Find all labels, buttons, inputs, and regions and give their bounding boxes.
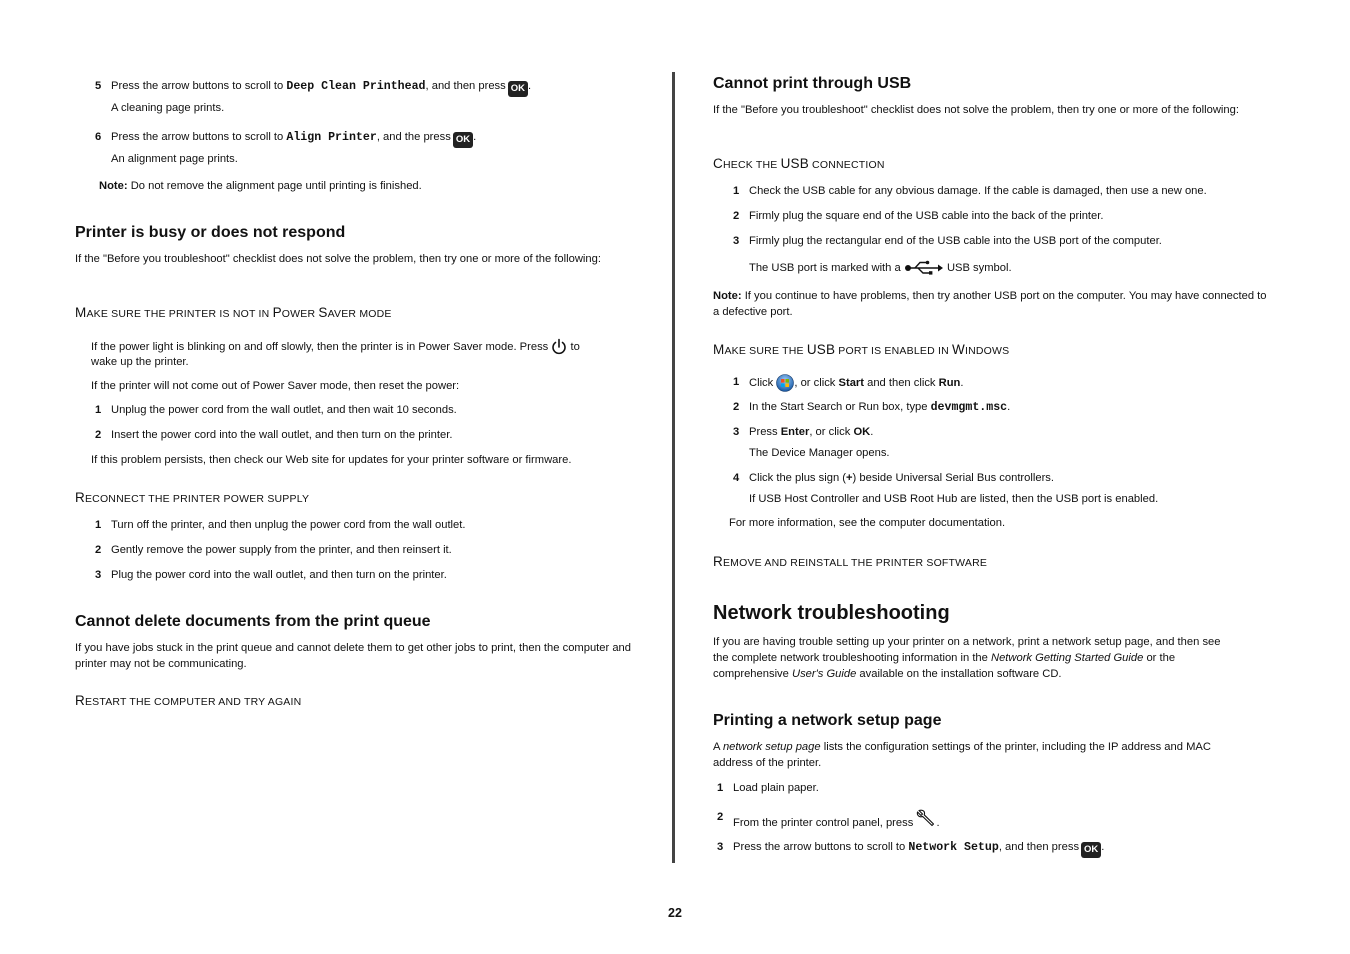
heading-small: ECONNECT THE PRINTER POWER SUPPLY — [84, 493, 310, 505]
subsection-heading — [75, 693, 301, 710]
guide-title: User's Guide — [791, 668, 857, 680]
heading-small: HECK THE — [722, 159, 781, 171]
section-title: Printer is busy or does not respond — [75, 224, 346, 241]
wrench-icon — [916, 817, 936, 829]
section-title: Printing a network setup page — [713, 712, 942, 729]
note — [99, 178, 422, 194]
step-text-pre: In the Start Search or Run box, type — [749, 401, 931, 413]
step-text — [733, 809, 940, 831]
step-text-post: , and then press — [998, 841, 1080, 853]
step-text-pre: Click the plus sign ( — [749, 472, 846, 484]
paragraph-text: lists the configuration settings of the printer, including the IP address and MAC — [820, 741, 1211, 753]
chapter-title: Network troubleshooting — [713, 602, 950, 624]
step-text-end: . — [1101, 841, 1105, 853]
step-text-post: ) beside Universal Serial Bus controllers. — [852, 472, 1055, 484]
step-text: Check the USB cable for any obvious damage. If the cable is damaged, then use a new one. — [749, 185, 1207, 197]
guide-title: Network Getting Started Guide — [990, 652, 1144, 664]
step-text-end: . — [960, 376, 964, 389]
step-text-pre: Press the arrow buttons to scroll to — [111, 131, 287, 143]
windows-start-icon — [776, 377, 794, 389]
heading-cap: USB — [780, 156, 809, 171]
step-number: 3 — [733, 426, 740, 438]
ui-term: + — [846, 472, 853, 484]
menu-code: Network Setup — [908, 841, 999, 854]
step-text-pre: Press — [749, 426, 781, 438]
section-title: Cannot print through USB — [713, 75, 912, 92]
step-number: 3 — [733, 235, 740, 247]
step-text: Unplug the power cord from the wall outlet, and then wait 10 seconds. — [111, 404, 457, 416]
step-text — [111, 129, 476, 148]
step-number: 3 — [717, 841, 724, 853]
step-text: Firmly plug the square end of the USB cable into the back of the printer. — [749, 210, 1104, 222]
step-number: 2 — [733, 210, 740, 222]
subsection-heading — [75, 305, 392, 322]
step-number: 4 — [733, 472, 740, 484]
step-text: Load plain paper. — [733, 782, 819, 794]
paragraph: For more information, see the computer documentation. — [729, 517, 1006, 529]
ok-button-icon: OK — [1081, 842, 1101, 858]
step-text-end: . — [870, 426, 874, 438]
paragraph-text: comprehensive — [713, 668, 792, 680]
step-number: 3 — [95, 569, 102, 581]
step-text-end: . — [528, 80, 532, 92]
command-code: devmgmt.msc — [930, 401, 1008, 414]
step-text-end: . — [1007, 401, 1011, 413]
step-text-post: , and the press — [376, 131, 451, 143]
heading-small: EMOVE AND REINSTALL THE PRINTER SOFTWARE — [722, 557, 988, 569]
step-text-pre: From the printer control panel, press — [733, 817, 914, 829]
step-number: 6 — [95, 131, 102, 143]
step-text — [111, 78, 531, 97]
heading-small: ESTART THE COMPUTER AND TRY AGAIN — [84, 696, 302, 708]
heading-cap: R — [713, 554, 723, 569]
heading-cap: P — [272, 305, 282, 320]
step-number: 1 — [717, 782, 724, 794]
note-label: Note: — [99, 180, 128, 192]
paragraph: If the printer will not come out of Power Saver mode, then reset the power: — [91, 380, 460, 392]
step-number: 2 — [95, 429, 102, 441]
heading-cap: S — [318, 305, 328, 320]
heading-cap: R — [75, 693, 85, 708]
power-icon — [551, 341, 567, 353]
note-text: Do not remove the alignment page until printing is finished. — [127, 180, 422, 192]
ui-term: Start — [838, 376, 864, 389]
paragraph-text: A — [713, 741, 723, 753]
note — [713, 288, 1273, 320]
paragraph-cont — [713, 650, 1175, 666]
column-divider — [672, 72, 675, 863]
step-text-pre: Click — [749, 376, 774, 389]
step-number: 1 — [95, 404, 102, 416]
step-text-mid: , or click — [794, 376, 839, 389]
step-number: 1 — [95, 519, 102, 531]
paragraph-text: If the power light is blinking on and off slowly, then the printer is in Power Saver mode. Press — [91, 340, 549, 353]
ui-term: Run — [938, 376, 961, 389]
step-text-mid: and then click — [864, 376, 939, 389]
step-text-end: . — [936, 817, 940, 829]
paragraph-text: or the — [1143, 652, 1176, 664]
menu-code: Align Printer — [286, 131, 377, 144]
heading-small: AVER MODE — [327, 308, 392, 320]
heading-small: AKE SURE THE — [724, 345, 807, 357]
step-number: 5 — [95, 80, 102, 92]
section-intro: If the "Before you troubleshoot" checklist does not solve the problem, then try one or more of the following: — [713, 104, 1239, 116]
heading-small: AKE SURE THE PRINTER IS NOT IN — [86, 308, 273, 320]
menu-code: Deep Clean Printhead — [286, 80, 426, 93]
heading-cap: USB — [806, 342, 836, 357]
section-intro: If you have jobs stuck in the print queue and cannot delete them to get other jobs to print, then the computer and printer may not be communicating. — [75, 642, 632, 670]
step-number: 2 — [717, 811, 724, 823]
heading-cap: W — [952, 342, 965, 357]
paragraph-text: the complete network troubleshooting information in the — [713, 652, 991, 664]
step-number: 1 — [733, 376, 740, 388]
paragraph-cont: address of the printer. — [713, 757, 822, 769]
heading-cap: M — [75, 305, 87, 320]
subsection-heading — [75, 490, 309, 507]
paragraph-text: The USB port is marked with a — [749, 262, 901, 274]
paragraph-cont: wake up the printer. — [91, 356, 189, 368]
note-label: Note: — [713, 290, 742, 302]
ok-button-icon: OK — [453, 132, 473, 148]
step-number: 2 — [95, 544, 102, 556]
step-text: Insert the power cord into the wall outlet, and then turn on the printer. — [111, 429, 453, 441]
step-text: Plug the power cord into the wall outlet, and then turn on the printer. — [111, 569, 447, 581]
step-text — [749, 470, 1054, 486]
term: network setup page — [722, 741, 821, 753]
usb-marked-line — [749, 260, 1012, 276]
ui-term: OK — [853, 426, 871, 438]
step-text-pre: Press the arrow buttons to scroll to — [733, 841, 909, 853]
section-title: Cannot delete documents from the print queue — [75, 613, 431, 630]
step-text — [733, 839, 1104, 858]
step-text-mid: , or click — [809, 426, 854, 438]
heading-cap: M — [713, 342, 725, 357]
paragraph-text: to — [570, 340, 580, 353]
note-text: If you continue to have problems, then try another USB port on the computer. You may have connected to a defective port. — [713, 290, 1267, 318]
heading-small: PORT IS ENABLED IN — [835, 345, 952, 357]
subsection-heading — [713, 342, 1009, 359]
step-text-post: , and then press — [425, 80, 506, 92]
step-text — [749, 399, 1010, 416]
paragraph: If you are having trouble setting up your printer on a network, print a network setup page, and then see — [713, 636, 1221, 648]
step-text-end: . — [473, 131, 477, 143]
subsection-heading — [713, 156, 885, 173]
step-result: If USB Host Controller and USB Root Hub are listed, then the USB port is enabled. — [749, 493, 1159, 505]
paragraph — [713, 739, 1211, 755]
step-number: 1 — [733, 185, 740, 197]
step-text: Firmly plug the rectangular end of the USB cable into the USB port of the computer. — [749, 235, 1162, 247]
section-intro: If the "Before you troubleshoot" checklist does not solve the problem, then try one or more of the following: — [75, 253, 601, 265]
step-number: 2 — [733, 401, 740, 413]
step-result: The Device Manager opens. — [749, 447, 890, 459]
heading-small: OWER — [281, 308, 319, 320]
step-result: A cleaning page prints. — [111, 102, 225, 114]
subsection-heading — [713, 554, 987, 571]
page-number: 22 — [668, 906, 682, 920]
step-text — [749, 374, 964, 392]
heading-small: INDOWS — [964, 345, 1010, 357]
usb-icon — [904, 262, 944, 274]
paragraph-cont — [713, 666, 1062, 682]
heading-cap: R — [75, 490, 85, 505]
step-text: Gently remove the power supply from the printer, and then reinsert it. — [111, 544, 452, 556]
step-text-pre: Press the arrow buttons to scroll to — [111, 80, 287, 92]
step-text — [749, 424, 873, 440]
heading-small: CONNECTION — [808, 159, 885, 171]
ui-term: Enter — [780, 426, 810, 438]
step-result: An alignment page prints. — [111, 153, 238, 165]
ok-button-icon: OK — [508, 81, 528, 97]
step-text: Turn off the printer, and then unplug the power cord from the wall outlet. — [111, 519, 466, 531]
paragraph-text: available on the installation software CD. — [856, 668, 1062, 680]
paragraph: If this problem persists, then check our Web site for updates for your printer software or firmware. — [91, 454, 572, 466]
heading-cap: C — [713, 156, 723, 171]
paragraph-text: USB symbol. — [946, 262, 1012, 274]
